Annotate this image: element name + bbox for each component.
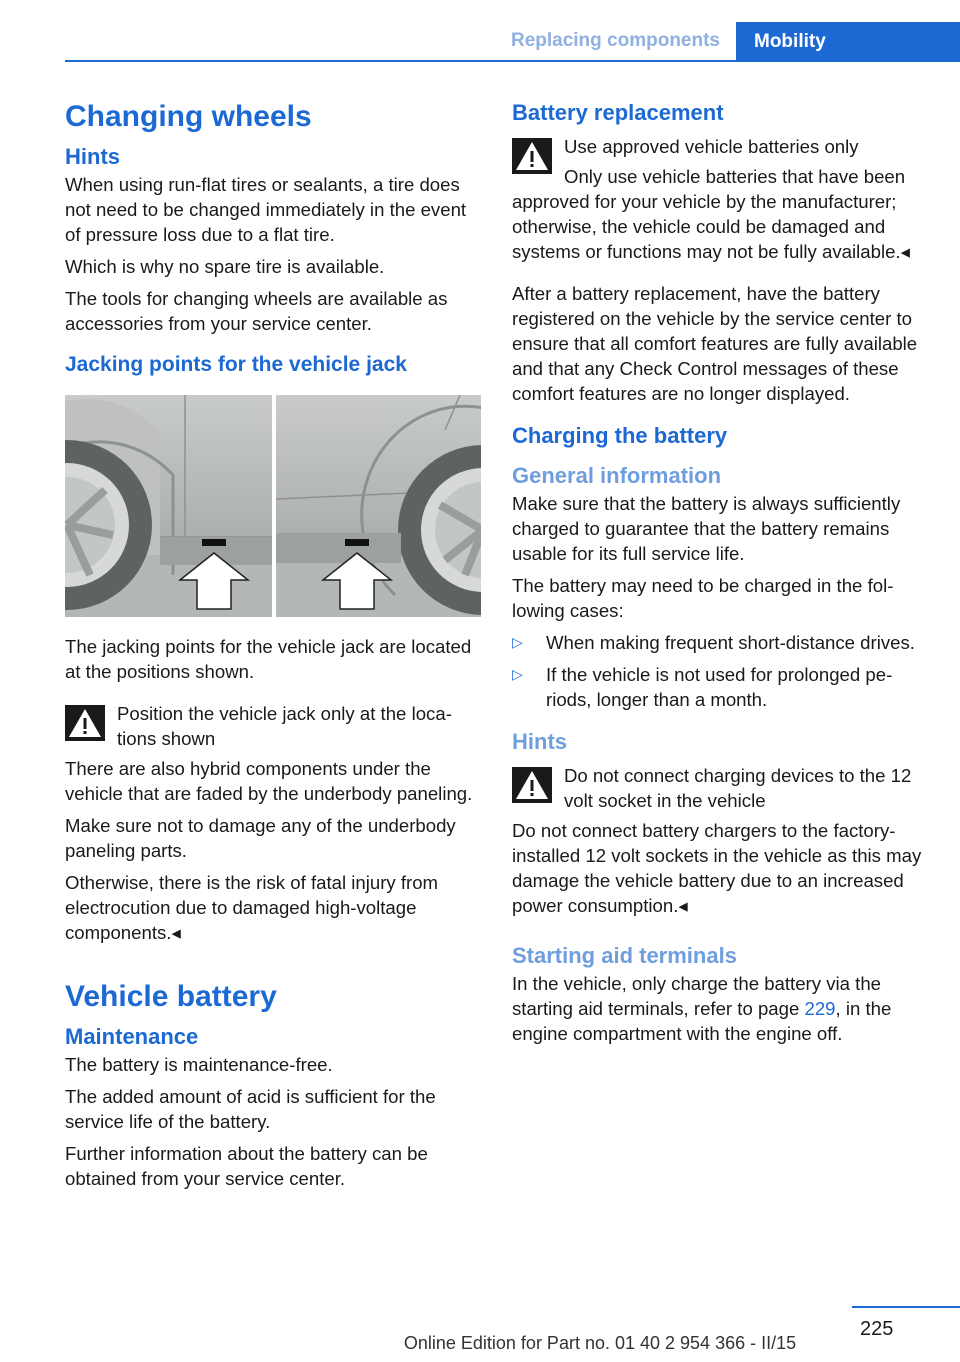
paragraph: Otherwise, there is the risk of fatal injury from electrocution due to damaged high-voltage components.◂ (65, 872, 439, 943)
right-column (512, 100, 928, 1053)
bullet-list (512, 630, 928, 712)
paragraph: The jacking points for the vehicle jack are located at the positions shown. (65, 636, 472, 682)
paragraph: Make sure not to damage any of the underbody paneling parts. (65, 815, 456, 861)
paragraph: In the vehicle, only charge the battery via the starting aid terminals, refer to page 229, in the engine compartment with the engine off. (512, 973, 892, 1044)
heading-general-information: General information (512, 463, 722, 488)
page-number-rule (852, 1306, 960, 1308)
bullet-marker: ▷ (512, 634, 523, 650)
heading-battery-replacement: Battery replacement (512, 100, 724, 125)
jacking-points-figure (65, 395, 481, 617)
warning-triangle-icon (512, 767, 552, 803)
header-rule (65, 60, 960, 62)
left-column (65, 100, 481, 1198)
warning-title: Use approved vehicle batteries only (564, 136, 859, 157)
page-link[interactable]: 229 (804, 998, 836, 1019)
paragraph: Only use vehicle batteries that have been approved for your vehicle by the manufacturer; otherwise, the vehicle could be damaged and systems or functions may not be fully available.◂ (512, 166, 910, 262)
warning-triangle-icon (65, 705, 105, 741)
warning-note (512, 134, 928, 159)
paragraph: After a battery replacement, have the battery registered on the vehicle by the service center to ensure that all comfort features are fully available and that any Check Control messages of these comfort features are no longer displayed. (512, 283, 918, 404)
paragraph: Further information about the battery can be obtained from your service center. (65, 1143, 428, 1189)
heading-hints: Hints (65, 144, 120, 169)
paragraph: Which is why no spare tire is available. (65, 256, 385, 277)
warning-note (512, 763, 928, 813)
warning-note (65, 701, 481, 751)
header-section-title: Replacing components (510, 30, 720, 51)
heading-hints: Hints (512, 729, 567, 754)
warning-triangle-icon (512, 138, 552, 174)
section-title-changing-wheels: Changing wheels (65, 100, 312, 133)
heading-maintenance: Maintenance (65, 1024, 199, 1049)
warning-title: Position the vehicle jack only at the locations shown (117, 703, 452, 749)
heading-jacking-points: Jacking points for the vehicle jack (65, 353, 407, 376)
warning-title: Do not connect charging devices to the 12 volt socket in the vehicle (564, 765, 912, 811)
paragraph: The battery may need to be charged in the following cases: (512, 575, 894, 621)
paragraph: The battery is maintenance-free. (65, 1054, 333, 1075)
heading-charging-battery: Charging the battery (512, 423, 728, 448)
paragraph: There are also hybrid components under the vehicle that are faded by the underbody paneling. (65, 758, 473, 804)
paragraph: When using run-flat tires or sealants, a tire does not need to be changed immediately in the event of pressure loss due to a flat tire. (65, 174, 467, 245)
list-item: ▷ When making frequent short-distance drives. (512, 632, 915, 653)
header-chapter-tab[interactable]: Mobility (736, 22, 960, 62)
page-number: 225 (860, 1318, 894, 1340)
list-item: ▷ If the vehicle is not used for prolonged periods, longer than a month. (512, 664, 893, 710)
footer-edition: Online Edition for Part no. 01 40 2 954 366 - II/15 (403, 1333, 797, 1353)
heading-starting-aid-terminals: Starting aid terminals (512, 943, 737, 968)
paragraph: Make sure that the battery is always sufficiently charged to guarantee that the battery remains usable for its full service life. (512, 493, 901, 564)
section-title-vehicle-battery: Vehicle battery (65, 980, 277, 1013)
paragraph: Do not connect battery chargers to the factory-installed 12 volt sockets in the vehicle as this may damage the vehicle battery due to an increased power consumption.◂ (512, 820, 922, 916)
paragraph: The added amount of acid is sufficient for the service life of the battery. (65, 1086, 436, 1132)
bullet-marker: ▷ (512, 666, 523, 682)
paragraph: The tools for changing wheels are available as accessories from your service center. (65, 288, 448, 334)
